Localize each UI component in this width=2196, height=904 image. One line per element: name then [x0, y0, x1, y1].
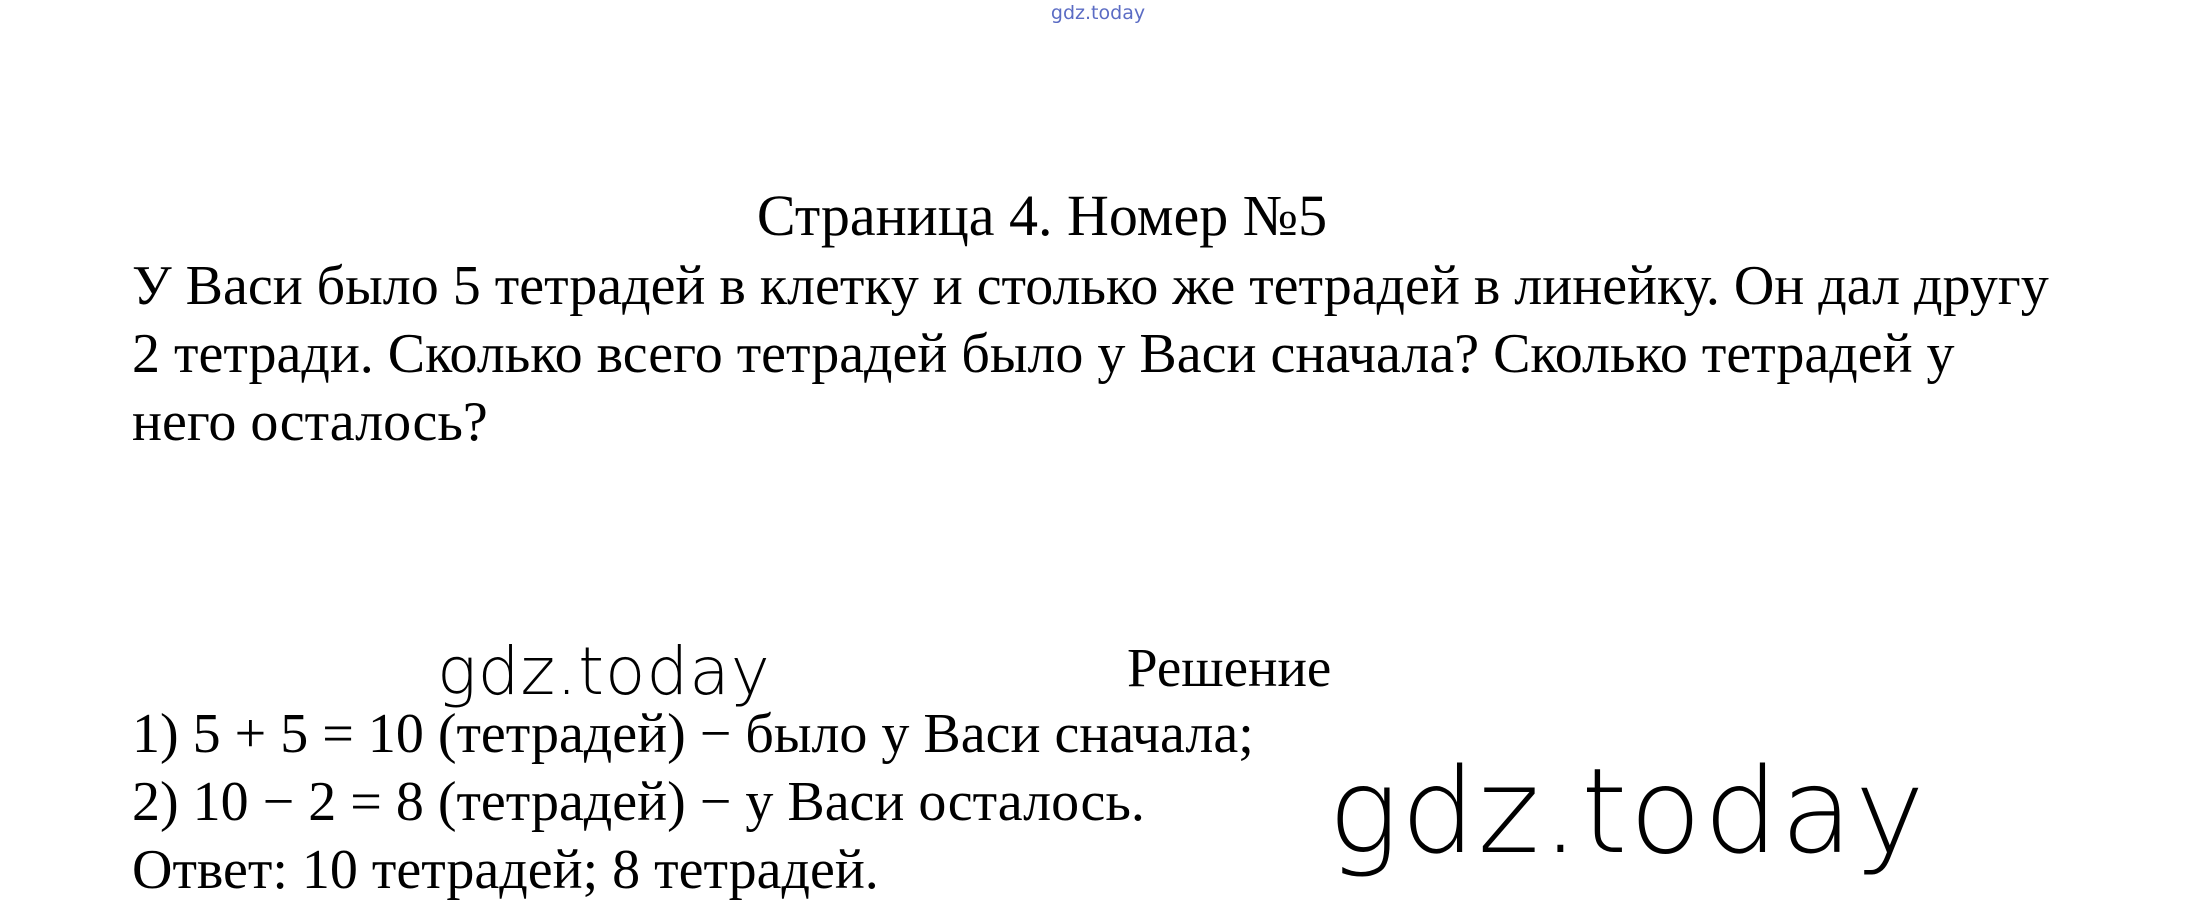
watermark-small: gdz.today	[437, 633, 771, 710]
watermark-large: gdz.today	[1328, 742, 1927, 880]
solution-heading: Решение	[1127, 637, 1332, 698]
top-watermark: gdz.today	[1050, 2, 1146, 24]
answer-line: Ответ: 10 тетрадей; 8 тетрадей.	[132, 839, 879, 901]
problem-statement: У Васи было 5 тетрадей в клетку и столько же тетрадей в линейку. Он дал другу 2 тетради. Сколько всего тетрадей было у Васи сначала? Сколько тетрадей у него осталось?	[132, 255, 2049, 453]
solution-step-2: 2) 10 − 2 = 8 (тетрадей) − у Васи осталось.	[132, 771, 1145, 833]
document-body	[132, 180, 2092, 901]
solution-step-1: 1) 5 + 5 = 10 (тетрадей) − было у Васи сначала;	[132, 703, 1254, 765]
solution-steps	[132, 700, 1254, 904]
page-title: Страница 4. Номер №5	[756, 183, 1328, 248]
